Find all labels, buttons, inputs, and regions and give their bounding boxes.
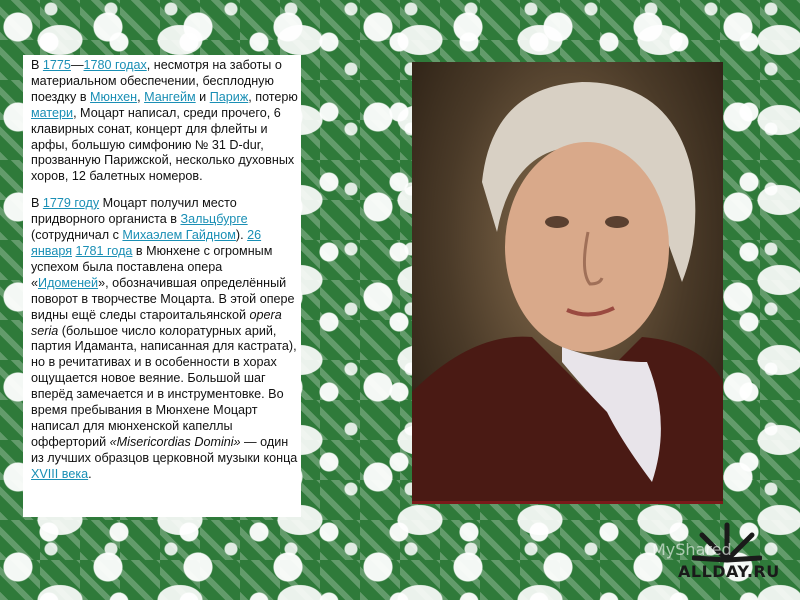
text-run: (сотрудничал с [31, 228, 123, 243]
text-run: — [70, 58, 84, 72]
paragraph-spacer [31, 185, 299, 196]
right-eye [605, 216, 629, 228]
text-run: Моцарт получил место придворного органиста в [31, 196, 237, 227]
watermark-text: MyShared [652, 540, 732, 559]
text-run: (большое число колоратурных арий, партия Идаманта, написанная для кастрата), но в речитативах и в особенности в хорах ощущается новое веяние. Большой шаг вперёд замечается и в инструментовке. Во время пребывания в Мюнхене Моцарт написал для мюнхенской капеллы офферторий [31, 323, 297, 449]
link-1779[interactable]: 1779 году [42, 196, 100, 211]
link-munich[interactable]: Мюнхен [90, 89, 138, 104]
allday-logo [612, 520, 792, 590]
logo-text: ALLDAY.RU [678, 562, 780, 581]
link-paris[interactable]: Париж [209, 89, 249, 104]
link-idomeneo[interactable]: Идоменей [38, 275, 99, 290]
link-18th-century[interactable]: XVIII века [31, 466, 89, 481]
left-eye [545, 216, 569, 228]
text-run: », обозначившая определённый поворот в творчестве Моцарта. В этой опере видны ещё следы староитальянской [31, 275, 295, 322]
text-run: в Мюнхене с огромным успехом была поставлена опера « [31, 243, 273, 290]
link-mother[interactable]: матери [31, 105, 74, 120]
link-january-26[interactable]: 26 января [31, 228, 262, 258]
text-run: . [88, 466, 92, 481]
link-1780[interactable]: 1780 годах [83, 58, 147, 72]
link-mannheim[interactable]: Мангейм [144, 89, 196, 104]
text-run: , потерю [248, 89, 298, 104]
paragraph-1 [31, 58, 299, 185]
portrait-drawing [412, 62, 723, 501]
article-text [31, 58, 299, 483]
link-michael-haydn[interactable]: Михаэлем Гайдном [122, 228, 236, 243]
text-run: , несмотря на заботы о материальном обеспечении, бесплодную поездку в [31, 58, 282, 104]
portrait-mozart-icon [412, 62, 723, 504]
text-run: , [137, 89, 145, 104]
link-1781[interactable]: 1781 года [75, 243, 133, 258]
paragraph-2 [31, 196, 299, 482]
text-run: и [195, 89, 210, 104]
italic-opera-seria: opera seria [31, 307, 282, 338]
text-run: В [31, 58, 43, 72]
link-salzburg[interactable]: Зальцбурге [180, 212, 248, 227]
text-run: ). [235, 228, 248, 243]
text-run: , Моцарт написал, среди прочего, 6 клавирных сонат, концерт для флейты и арфы, большую симфонию № 31 D-dur, прозванную Парижской, несколько духовных хоров, 12 балетных номеров. [31, 105, 295, 184]
link-1775[interactable]: 1775 [42, 58, 71, 72]
text-run: В [31, 196, 43, 211]
italic-misericordias: «Misericordias Domini» [109, 434, 241, 449]
text-panel [23, 55, 301, 517]
text-run: — один из лучших образцов церковной музыки конца [31, 434, 298, 465]
